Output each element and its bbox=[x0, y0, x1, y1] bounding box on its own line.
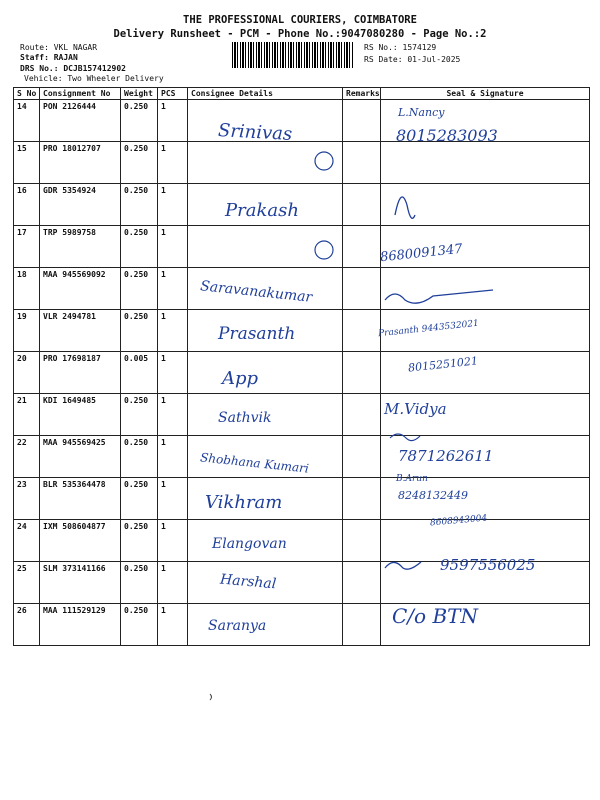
staff-info: Staff: RAJAN bbox=[20, 53, 78, 62]
cell-sno: 23 bbox=[14, 478, 40, 520]
cell-sno: 22 bbox=[14, 436, 40, 478]
cell-pcs: 1 bbox=[158, 226, 188, 268]
handwritten-phone: 8248132449 bbox=[398, 489, 468, 502]
handwritten-phone: 8680091347 bbox=[379, 241, 464, 266]
handwritten-phone: 8015283093 bbox=[396, 126, 498, 145]
circled-mark bbox=[315, 241, 333, 259]
col-header-consignee: Consignee Details bbox=[188, 88, 343, 100]
cell-consignment-no: SLM 373141166 bbox=[40, 562, 121, 604]
signature-scribble bbox=[395, 197, 415, 218]
cell-consignment-no: GDR 5354924 bbox=[40, 184, 121, 226]
handwritten-phone: 8608943004 bbox=[429, 513, 488, 529]
cell-sno: 14 bbox=[14, 100, 40, 142]
handwritten-phone: 7871262611 bbox=[398, 447, 494, 465]
route-info: Route: VKL NAGAR bbox=[20, 43, 98, 52]
cell-weight: 0.250 bbox=[121, 436, 158, 478]
cell-weight: 0.250 bbox=[121, 226, 158, 268]
cell-pcs: 1 bbox=[158, 478, 188, 520]
handwritten-consignee: Shobhana Kumari bbox=[199, 450, 310, 476]
cell-weight: 0.250 bbox=[121, 184, 158, 226]
cell-consignment-no: IXM 508604877 bbox=[40, 520, 121, 562]
cell-pcs: 1 bbox=[158, 310, 188, 352]
cell-consignment-no: MAA 945569092 bbox=[40, 268, 121, 310]
cell-pcs: 1 bbox=[158, 520, 188, 562]
handwritten-signature: Prasanth 9443532021 bbox=[377, 318, 480, 340]
cell-weight: 0.250 bbox=[121, 478, 158, 520]
cell-weight: 0.250 bbox=[121, 604, 158, 646]
col-header-consignment: Consignment No bbox=[40, 88, 121, 100]
cell-consignment-no: VLR 2494781 bbox=[40, 310, 121, 352]
handwritten-consignee: Saravanakumar bbox=[199, 278, 313, 306]
cell-sno: 17 bbox=[14, 226, 40, 268]
cell-consignment-no: MAA 111529129 bbox=[40, 604, 121, 646]
handwritten-consignee: Saranya bbox=[208, 618, 267, 634]
cell-sno: 20 bbox=[14, 352, 40, 394]
cell-sno: 25 bbox=[14, 562, 40, 604]
cell-consignment-no: PRO 17698187 bbox=[40, 352, 121, 394]
cell-sno: 15 bbox=[14, 142, 40, 184]
col-header-sno: S No bbox=[14, 88, 40, 100]
cell-consignment-no: KDI 1649485 bbox=[40, 394, 121, 436]
cell-consignment-no: MAA 945569425 bbox=[40, 436, 121, 478]
handwritten-phone: 9597556025 bbox=[440, 556, 536, 574]
cell-sno: 19 bbox=[14, 310, 40, 352]
col-header-weight: Weight bbox=[121, 88, 158, 100]
handwritten-consignee: Vikhram bbox=[205, 492, 283, 513]
page-subtitle: Delivery Runsheet - PCM - Phone No.:9047080280 - Page No.:2 bbox=[113, 28, 487, 40]
circled-mark bbox=[315, 152, 333, 170]
cell-consignment-no: TRP 5989758 bbox=[40, 226, 121, 268]
handwritten-signature: C/o BTN bbox=[392, 604, 478, 628]
cell-pcs: 1 bbox=[158, 268, 188, 310]
cell-consignment-no: BLR 535364478 bbox=[40, 478, 121, 520]
cell-weight: 0.250 bbox=[121, 142, 158, 184]
cell-sno: 18 bbox=[14, 268, 40, 310]
handwritten-consignee: Prakash bbox=[225, 200, 299, 221]
cell-pcs: 1 bbox=[158, 436, 188, 478]
handwritten-consignee: App bbox=[222, 368, 259, 389]
cell-pcs: 1 bbox=[158, 562, 188, 604]
cell-weight: 0.250 bbox=[121, 562, 158, 604]
cell-sno: 16 bbox=[14, 184, 40, 226]
handwritten-consignee: Elangovan bbox=[212, 536, 287, 552]
drs-info: DRS No.: DCJB157412902 bbox=[20, 64, 126, 73]
cell-pcs: 1 bbox=[158, 100, 188, 142]
stray-mark bbox=[210, 694, 212, 700]
handwritten-consignee: Sathvik bbox=[218, 410, 272, 426]
handwritten-signature: L.Nancy bbox=[398, 106, 445, 119]
cell-pcs: 1 bbox=[158, 184, 188, 226]
cell-pcs: 1 bbox=[158, 604, 188, 646]
handwritten-consignee: Srinivas bbox=[217, 120, 293, 145]
col-header-signature: Seal & Signature bbox=[381, 88, 590, 100]
signature-scribble bbox=[390, 434, 420, 441]
cell-consignment-no: PON 2126444 bbox=[40, 100, 121, 142]
rs-number: RS No.: 1574129 bbox=[364, 43, 437, 52]
cell-weight: 0.250 bbox=[121, 520, 158, 562]
handwritten-consignee: Prasanth bbox=[218, 324, 296, 344]
cell-consignment-no: PRO 18012707 bbox=[40, 142, 121, 184]
cell-sno: 26 bbox=[14, 604, 40, 646]
cell-weight: 0.250 bbox=[121, 310, 158, 352]
cell-weight: 0.005 bbox=[121, 352, 158, 394]
col-header-remarks: Remarks bbox=[343, 88, 381, 100]
cell-sno: 24 bbox=[14, 520, 40, 562]
cell-weight: 0.250 bbox=[121, 268, 158, 310]
signature-scribble bbox=[385, 290, 493, 303]
handwritten-signature: M.Vidya bbox=[384, 400, 447, 418]
cell-weight: 0.250 bbox=[121, 100, 158, 142]
cell-pcs: 1 bbox=[158, 352, 188, 394]
handwritten-signature: B.Arun bbox=[396, 474, 428, 484]
handwritten-consignee: Harshal bbox=[219, 571, 277, 593]
cell-pcs: 1 bbox=[158, 142, 188, 184]
cell-pcs: 1 bbox=[158, 394, 188, 436]
col-header-pcs: PCS bbox=[158, 88, 188, 100]
vehicle-info: Vehicle: Two Wheeler Delivery bbox=[24, 74, 164, 83]
handwritten-phone: 8015251021 bbox=[407, 354, 479, 375]
rs-date: RS Date: 01-Jul-2025 bbox=[364, 55, 461, 64]
cell-weight: 0.250 bbox=[121, 394, 158, 436]
cell-sno: 21 bbox=[14, 394, 40, 436]
signature-scribble bbox=[385, 562, 421, 569]
page-title: THE PROFESSIONAL COURIERS, COIMBATORE bbox=[183, 14, 417, 26]
